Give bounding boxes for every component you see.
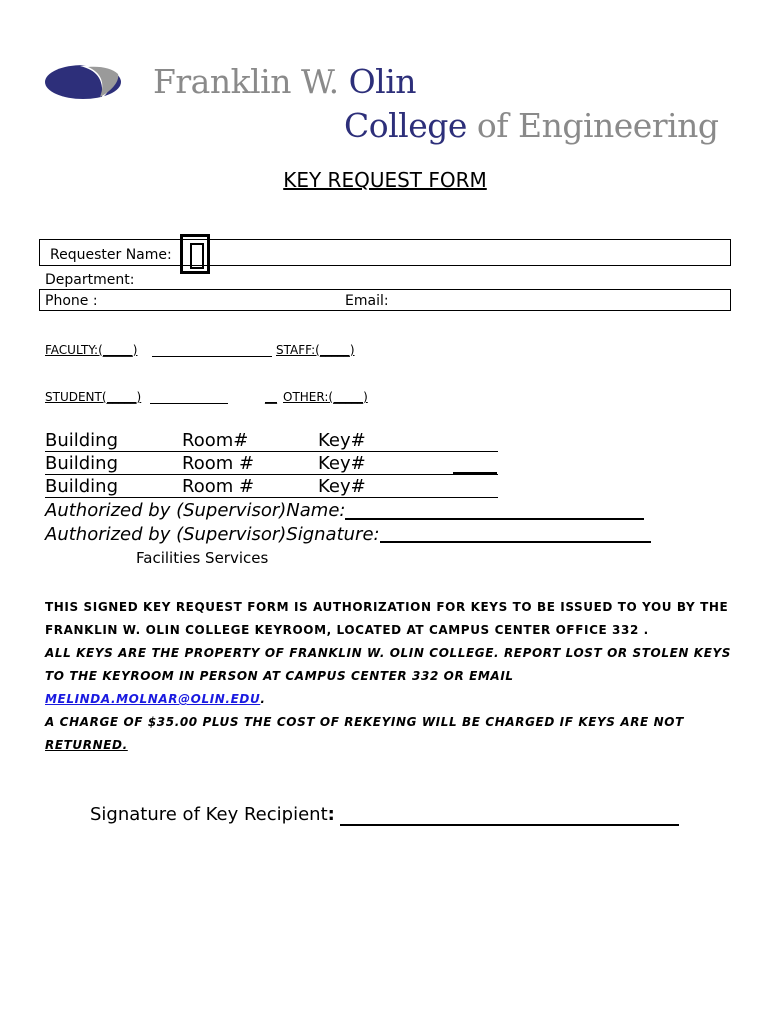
- facilities-services-label: Facilities Services: [136, 549, 269, 567]
- notice-line-6: A CHARGE OF $35.00 PLUS THE COST OF REKEYING WILL BE CHARGED IF KEYS ARE NOT: [45, 715, 684, 729]
- placeholder-glyph-icon: [180, 234, 210, 274]
- supervisor-signature-label: Authorized by (Supervisor)Signature:: [45, 524, 380, 545]
- key-row-2-key: Key#: [318, 453, 366, 474]
- student-other-spacer-line: [150, 403, 228, 404]
- key-row-1-building: Building: [45, 430, 119, 451]
- authorization-notice: [45, 596, 735, 757]
- staff-option[interactable]: STAFF:(_____): [276, 343, 355, 357]
- key-row-1-room: Room#: [182, 430, 249, 451]
- notice-line-5: [45, 688, 735, 711]
- logo-of-engineering: of Engineering: [476, 106, 719, 145]
- notice-line-4: TO THE KEYROOM IN PERSON AT CAMPUS CENTER 332 OR EMAIL: [45, 669, 514, 683]
- logo-franklin: Franklin W.: [153, 62, 339, 101]
- faculty-staff-spacer-line: [152, 356, 272, 357]
- form-title: KEY REQUEST FORM: [283, 168, 487, 192]
- email-period: .: [260, 692, 266, 706]
- key-row-3-line[interactable]: [45, 497, 498, 498]
- phone-label: Phone :: [45, 293, 98, 309]
- notice-line-2: FRANKLIN W. OLIN COLLEGE KEYROOM, LOCATED AT CAMPUS CENTER OFFICE 332 .: [45, 623, 649, 637]
- recipient-signature-label: [90, 802, 335, 828]
- logo-wordmark-line2: [344, 104, 719, 148]
- logo-olin: Olin: [348, 62, 417, 101]
- supervisor-signature-line[interactable]: [380, 541, 651, 543]
- key-row-1-key: Key#: [318, 430, 366, 451]
- email-label: Email:: [345, 293, 389, 309]
- supervisor-name-line[interactable]: [345, 518, 644, 520]
- notice-line-7: RETURNED.: [45, 738, 128, 752]
- notice-line-1: THIS SIGNED KEY REQUEST FORM IS AUTHORIZATION FOR KEYS TO BE ISSUED TO YOU BY THE: [45, 600, 729, 614]
- supervisor-name-label: Authorized by (Supervisor)Name:: [45, 500, 346, 521]
- recipient-signature-text: Signature of Key Recipient: [90, 804, 328, 825]
- department-label: Department:: [45, 272, 135, 288]
- recipient-signature-line[interactable]: [340, 824, 679, 826]
- email-link[interactable]: MELINDA.MOLNAR@OLIN.EDU: [45, 692, 261, 706]
- key-row-3-key: Key#: [318, 476, 366, 497]
- key-row-3-room: Room #: [182, 476, 255, 497]
- other-prefix: __: [265, 390, 277, 404]
- key-row-2-building: Building: [45, 453, 119, 474]
- faculty-option[interactable]: FACULTY:(_____): [45, 343, 138, 357]
- key-row-3-building: Building: [45, 476, 119, 497]
- recipient-signature-colon: :: [327, 804, 335, 825]
- logo-wordmark-line1: [153, 62, 416, 102]
- logo-college: College: [344, 106, 467, 145]
- student-option[interactable]: STUDENT(_____): [45, 390, 142, 404]
- other-option[interactable]: OTHER:(_____): [283, 390, 368, 404]
- key-row-2-extra-line: [453, 472, 497, 474]
- requester-name-label: Requester Name:: [50, 247, 172, 263]
- key-row-2-room: Room #: [182, 453, 255, 474]
- notice-line-3: ALL KEYS ARE THE PROPERTY OF FRANKLIN W. OLIN COLLEGE. REPORT LOST OR STOLEN KEYS: [45, 646, 732, 660]
- olin-logo-mark-icon: [44, 64, 122, 100]
